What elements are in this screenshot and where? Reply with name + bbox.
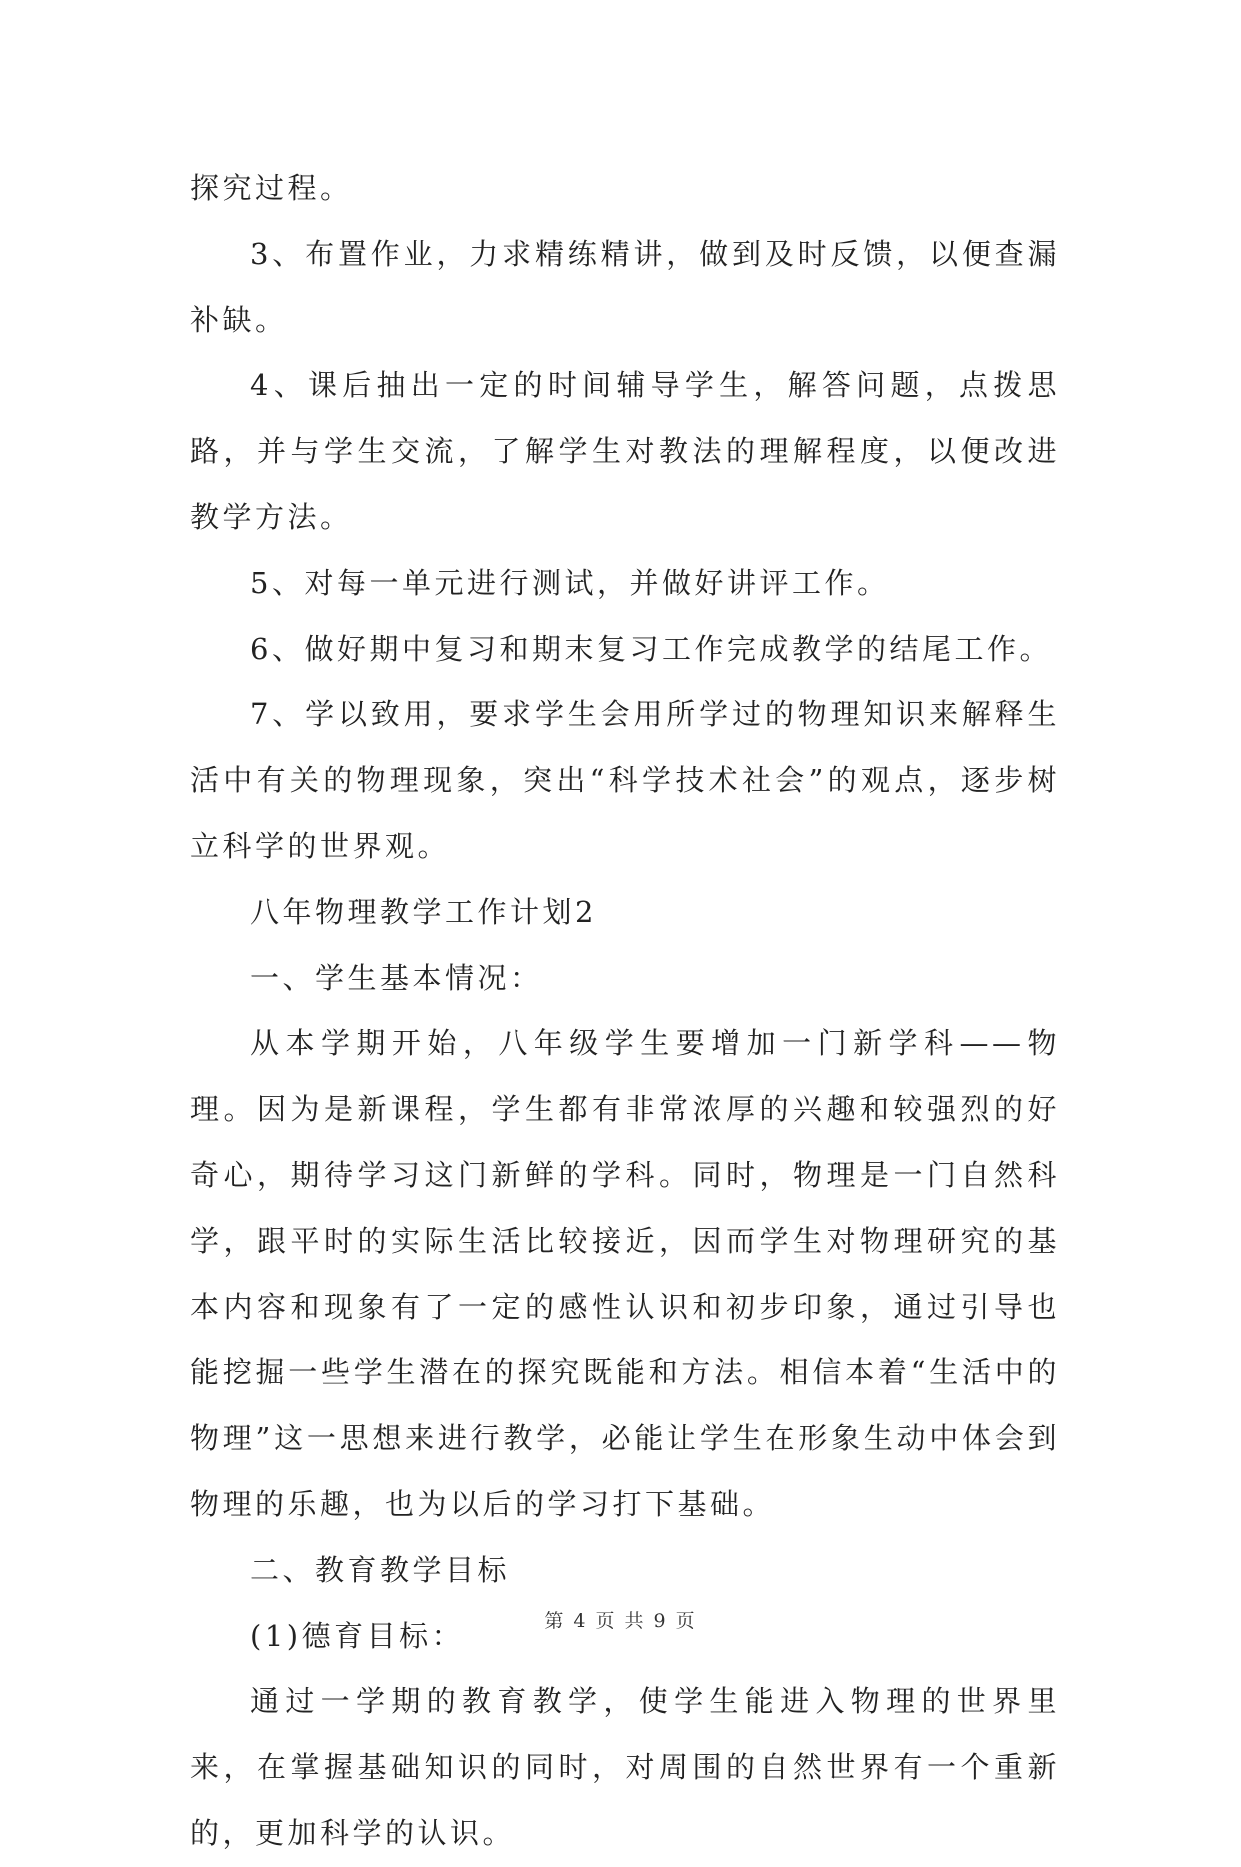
- subsection-heading: (1)德育目标：: [250, 1618, 465, 1653]
- section-heading: 一、学生基本情况：: [250, 960, 543, 995]
- page-number-footer: 第 4 页 共 9 页: [544, 1610, 697, 1632]
- paragraph: 4、课后抽出一定的时间辅导学生，解答问题，点拨思路，并与学生交流，了解学生对教法的理解程度，以便改进教学方法。: [190, 368, 1060, 534]
- paragraph: 7、学以致用，要求学生会用所学过的物理知识来解释生活中有关的物理现象，突出“科学技术社会”的观点，逐步树立科学的世界观。: [190, 697, 1060, 863]
- paragraph: 探究过程。: [190, 171, 353, 205]
- section-title: 八年物理教学工作计划2: [250, 894, 597, 929]
- paragraph: 6、做好期中复习和期末复习工作完成教学的结尾工作。: [250, 631, 1052, 666]
- paragraph: 通过一学期的教育教学，使学生能进入物理的世界里来，在掌握基础知识的同时，对周围的自然世界有一个重新的，更加科学的认识。: [190, 1684, 1060, 1850]
- paragraph: 3、布置作业，力求精练精讲，做到及时反馈，以便查漏补缺。: [190, 236, 1060, 337]
- paragraph: 5、对每一单元进行测试，并做好讲评工作。: [250, 565, 890, 600]
- section-heading: 二、教育教学目标: [250, 1552, 511, 1587]
- paragraph: 从本学期开始，八年级学生要增加一门新学科——物理。因为是新课程，学生都有非常浓厚的兴趣和较强烈的好奇心，期待学习这门新鲜的学科。同时，物理是一门自然科学，跟平时的实际生活比较接近，因而学生对物理研究的基本内容和现象有了一定的感性认识和初步印象，通过引导也能挖掘一些学生潜在的探究既能和方法。相信本着“生活中的物理”这一思想来进行教学，必能让学生在形象生动中体会到物理的乐趣，也为以后的学习打下基础。: [190, 1026, 1060, 1521]
